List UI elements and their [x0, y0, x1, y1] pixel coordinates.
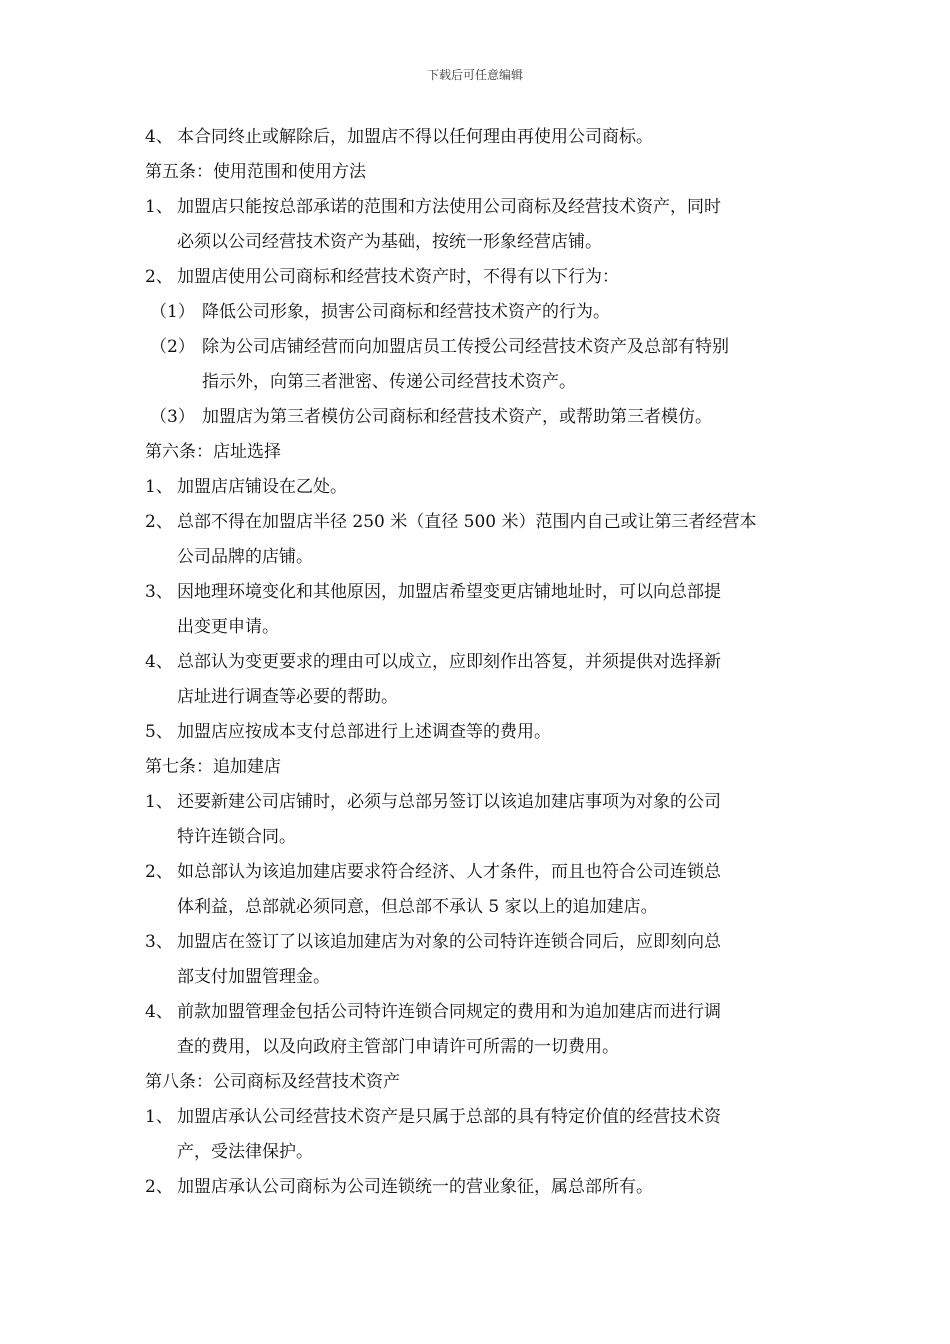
item-text: 加盟店店铺设在乙处。	[177, 477, 347, 497]
continuation-line: 指示外，向第三者泄密、传递公司经营技术资产。	[202, 372, 576, 392]
item-text: 加盟店在签订了以该追加建店为对象的公司特许连锁合同后，应即刻向总	[177, 932, 721, 952]
item-number: 4、	[145, 1002, 173, 1022]
item-text: 前款加盟管理金包括公司特许连锁合同规定的费用和为追加建店而进行调	[177, 1002, 721, 1022]
item-text: 总部不得在加盟店半径 250 米（直径 500 米）范围内自己或让第三者经营本	[177, 512, 757, 532]
section-heading: 第八条：公司商标及经营技术资产	[145, 1072, 400, 1092]
item-number: 4、	[145, 127, 173, 147]
clause-item	[145, 785, 815, 820]
clause-item	[145, 995, 815, 1030]
item-number: 2、	[145, 512, 173, 532]
clause-item	[145, 1100, 815, 1135]
clause-item	[145, 1170, 815, 1205]
clause-item	[145, 575, 815, 610]
item-number: （2）	[150, 337, 195, 357]
item-text: 降低公司形象，损害公司商标和经营技术资产的行为。	[202, 302, 610, 322]
item-number: 2、	[145, 862, 173, 882]
document-body	[145, 120, 815, 1205]
clause-item	[145, 925, 815, 960]
continuation-line: 出变更申请。	[177, 617, 279, 637]
item-text: 还要新建公司店铺时，必须与总部另签订以该追加建店事项为对象的公司	[177, 792, 721, 812]
clause-item	[145, 505, 815, 540]
continuation-line: 体利益，总部就必须同意，但总部不承认 5 家以上的追加建店。	[177, 897, 658, 917]
continuation-line: 店址进行调查等必要的帮助。	[177, 687, 398, 707]
sub-clause-item	[145, 400, 815, 435]
section-heading: 第七条：追加建店	[145, 757, 281, 777]
section-heading: 第六条：店址选择	[145, 442, 281, 462]
item-text: 总部认为变更要求的理由可以成立，应即刻作出答复，并须提供对选择新	[177, 652, 721, 672]
continuation-line: 公司品牌的店铺。	[177, 547, 313, 567]
item-text: 加盟店为第三者模仿公司商标和经营技术资产，或帮助第三者模仿。	[202, 407, 712, 427]
item-number: 1、	[145, 197, 173, 217]
item-number: 4、	[145, 652, 173, 672]
item-text: 本合同终止或解除后，加盟店不得以任何理由再使用公司商标。	[177, 127, 653, 147]
clause-item	[145, 120, 815, 155]
continuation-line: 部支付加盟管理金。	[177, 967, 330, 987]
continuation-line: 查的费用，以及向政府主管部门申请许可所需的一切费用。	[177, 1037, 619, 1057]
section-heading: 第五条：使用范围和使用方法	[145, 162, 366, 182]
item-text: 加盟店承认公司商标为公司连锁统一的营业象征，属总部所有。	[177, 1177, 653, 1197]
item-number: 1、	[145, 792, 173, 812]
continuation-line: 必须以公司经营技术资产为基础，按统一形象经营店铺。	[177, 232, 602, 252]
item-text: 因地理环境变化和其他原因，加盟店希望变更店铺地址时，可以向总部提	[177, 582, 721, 602]
item-number: 5、	[145, 722, 173, 742]
item-number: 3、	[145, 582, 173, 602]
item-text: 除为公司店铺经营而向加盟店员工传授公司经营技术资产及总部有特别	[202, 337, 729, 357]
item-number: 3、	[145, 932, 173, 952]
sub-clause-item	[145, 330, 815, 365]
page-header: 下载后可任意编辑	[426, 68, 523, 82]
item-number: 2、	[145, 267, 173, 287]
clause-item	[145, 715, 815, 750]
item-text: 加盟店承认公司经营技术资产是只属于总部的具有特定价值的经营技术资	[177, 1107, 721, 1127]
item-number: 2、	[145, 1177, 173, 1197]
item-number: 1、	[145, 477, 173, 497]
item-text: 如总部认为该追加建店要求符合经济、人才条件，而且也符合公司连锁总	[177, 862, 721, 882]
sub-clause-item	[145, 295, 815, 330]
item-number: （3）	[150, 407, 195, 427]
item-text: 加盟店只能按总部承诺的范围和方法使用公司商标及经营技术资产，同时	[177, 197, 721, 217]
clause-item	[145, 470, 815, 505]
continuation-line: 产，受法律保护。	[177, 1142, 313, 1162]
continuation-line: 特许连锁合同。	[177, 827, 296, 847]
clause-item	[145, 645, 815, 680]
item-number: 1、	[145, 1107, 173, 1127]
clause-item	[145, 190, 815, 225]
item-text: 加盟店应按成本支付总部进行上述调查等的费用。	[177, 722, 551, 742]
item-text: 加盟店使用公司商标和经营技术资产时，不得有以下行为：	[177, 267, 619, 287]
clause-item	[145, 260, 815, 295]
clause-item	[145, 855, 815, 890]
item-number: （1）	[150, 302, 195, 322]
